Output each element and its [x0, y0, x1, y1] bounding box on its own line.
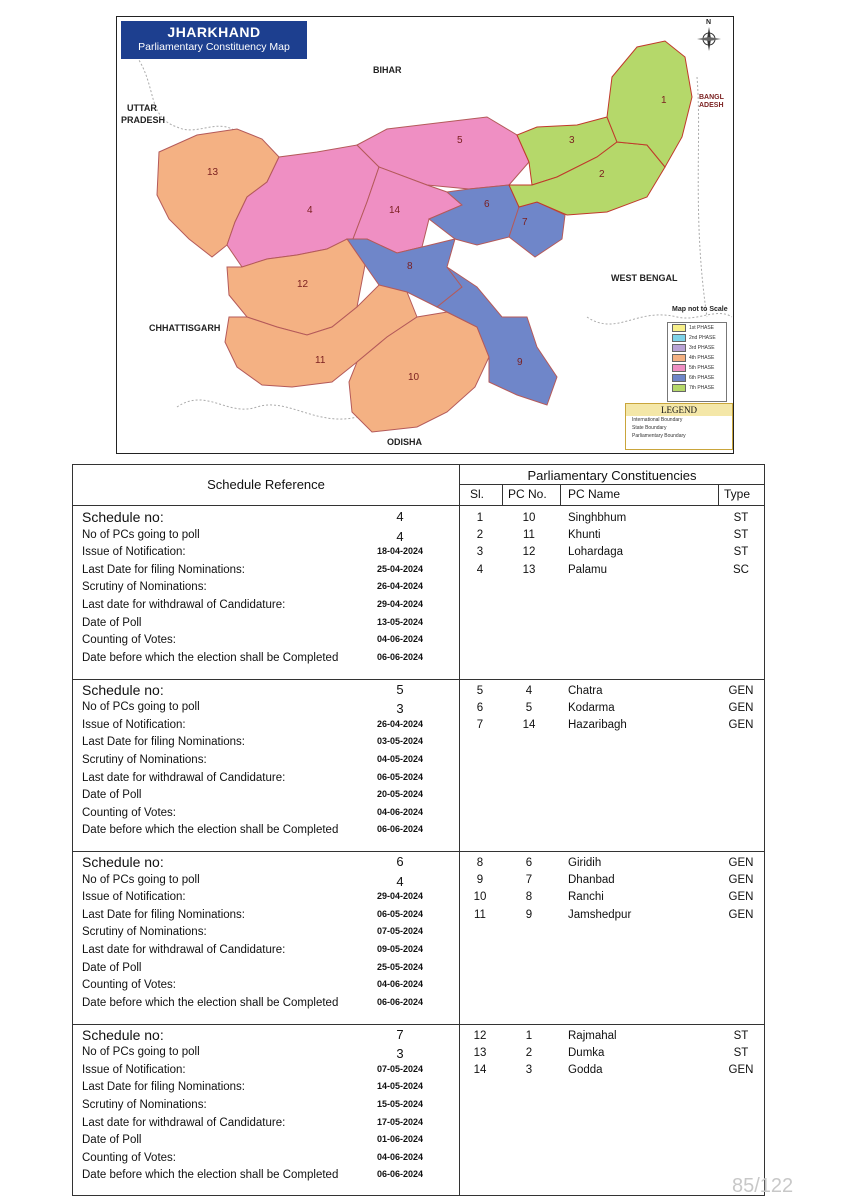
constituency-pc-no: 6 [525, 857, 533, 869]
constituency-sl: 11 [474, 908, 486, 921]
schedule-row-value: 4 [396, 528, 404, 544]
phase-swatch [672, 374, 686, 382]
schedule-row [73, 1046, 459, 1064]
schedule-row [73, 1169, 459, 1187]
constituency-pc-name: Chatra [568, 684, 603, 697]
phase-swatch [672, 364, 686, 372]
constituency-sl: 6 [476, 701, 484, 714]
constituency-type: ST [733, 546, 749, 559]
schedule-row [73, 1134, 459, 1152]
schedule-row [73, 581, 459, 599]
schedule-row [73, 599, 459, 617]
schedule-row-value: 17-05-2024 [376, 1116, 424, 1127]
schedule-row-label: Date before which the election shall be Completed [82, 651, 339, 664]
table-header [73, 465, 764, 506]
schedule-row-value: 01-06-2024 [376, 1134, 424, 1145]
schedule-row-label: Last Date for filing Nominations: [82, 736, 245, 749]
schedule-row-value: 04-06-2024 [376, 634, 424, 645]
schedule-row-label: Date before which the election shall be Completed [82, 996, 339, 1009]
phase-swatch [672, 324, 686, 332]
schedule-row-value: 04-06-2024 [376, 1151, 424, 1162]
constituency-sl: 12 [473, 1029, 487, 1042]
schedule-row-label: Issue of Notification: [82, 546, 186, 559]
schedule-row-value: 09-05-2024 [376, 944, 424, 954]
constituency-pc-name: Ranchi [568, 891, 604, 904]
map-drawing [117, 17, 733, 453]
label-west-bengal: WEST BENGAL [611, 273, 678, 283]
header-divider [502, 484, 503, 505]
schedule-row-label: Date before which the election shall be Completed [82, 1169, 339, 1182]
schedule-row-label: Schedule no: [82, 509, 164, 525]
schedule-row-label: Counting of Votes: [82, 806, 176, 819]
header-divider [718, 484, 719, 505]
constituency-pc-no: 7 [525, 874, 533, 887]
label-bihar: BIHAR [373, 65, 402, 75]
schedule-row-label: Counting of Votes: [82, 1151, 176, 1164]
constituency-row [459, 685, 764, 702]
constituency-sl: 8 [476, 857, 484, 869]
schedule-row-label: Issue of Notification: [82, 891, 186, 904]
schedule-row-value: 20-05-2024 [376, 789, 424, 800]
header-parliamentary-constituencies: Parliamentary Constituencies [527, 468, 697, 483]
odisha-boundary-line [177, 400, 357, 419]
constituency-sl: 5 [476, 684, 484, 697]
constituency-type: ST [733, 1029, 749, 1042]
schedule-row-label: Issue of Notification: [82, 1063, 186, 1076]
phase-swatch [672, 384, 686, 392]
schedule-row-value: 25-05-2024 [376, 961, 424, 972]
constituency-map [116, 16, 734, 454]
constituency-pc-no: 10 [522, 512, 536, 524]
constituency-sl: 7 [476, 718, 484, 731]
schedule-row-value: 06-05-2024 [376, 771, 424, 782]
constituency-pc-no: 1 [525, 1029, 533, 1042]
phase-label: 4th PHASE [689, 355, 715, 361]
schedule-row-label: No of PCs going to poll [82, 1046, 200, 1059]
schedule-row-value: 3 [396, 701, 404, 717]
map-subtitle: Parliamentary Constituency Map [138, 41, 290, 53]
schedule-row [73, 682, 459, 700]
schedule-row-label: Counting of Votes: [82, 979, 176, 992]
schedule-row [73, 962, 459, 980]
schedule-row-label: No of PCs going to poll [82, 873, 200, 886]
schedule-row [73, 1081, 459, 1099]
schedule-table [72, 464, 765, 1196]
pc-number-8: 8 [407, 261, 413, 272]
phase-label: 3rd PHASE [689, 345, 715, 351]
map-legend [625, 403, 733, 450]
constituency-type: GEN [728, 874, 754, 887]
schedule-row-label: Last Date for filing Nominations: [82, 1081, 245, 1094]
schedule-row-value: 15-05-2024 [376, 1098, 424, 1109]
schedule-row-label: Date of Poll [82, 616, 142, 629]
schedule-row-value: 07-05-2024 [376, 926, 424, 937]
constituency-pc-name: Rajmahal [568, 1029, 617, 1042]
phase-key-row [668, 373, 726, 383]
schedule-row [73, 754, 459, 772]
constituency-type: GEN [728, 718, 754, 731]
schedule-row [73, 1027, 459, 1045]
constituency-row [459, 512, 764, 529]
schedule-row [73, 874, 459, 892]
pc-number-5: 5 [457, 135, 463, 146]
header-divider [560, 484, 561, 505]
compass-north-label: N [706, 19, 712, 26]
schedule-row [73, 652, 459, 670]
constituency-sl: 3 [476, 546, 484, 559]
phase-key-row [668, 363, 726, 373]
schedule-row [73, 944, 459, 962]
constituency-row [459, 874, 764, 891]
schedule-row [73, 719, 459, 737]
phase-swatch [672, 354, 686, 362]
constituency-pc-name: Hazaribagh [568, 718, 627, 731]
label-bangl: BANGL [699, 94, 724, 101]
schedule-row-label: Schedule no: [82, 681, 164, 698]
pc-number-12: 12 [297, 279, 309, 290]
constituency-type: ST [733, 512, 749, 524]
schedule-row-label: Scrutiny of Nominations: [82, 753, 207, 766]
schedule-row-label: Last Date for filing Nominations: [82, 563, 245, 576]
phase-key-row [668, 323, 726, 333]
schedule-row-label: Last date for withdrawal of Candidature: [82, 599, 286, 611]
schedule-row-value: 04-06-2024 [376, 979, 424, 990]
phase-key [667, 322, 727, 402]
schedule-block [73, 1024, 764, 1197]
constituency-type: ST [733, 529, 749, 542]
schedule-row-value: 5 [396, 681, 404, 697]
schedule-row [73, 1064, 459, 1082]
schedule-row-label: Counting of Votes: [82, 634, 176, 647]
schedule-row [73, 617, 459, 635]
schedule-row-value: 7 [396, 1026, 404, 1042]
constituency-pc-no: 2 [525, 1046, 533, 1059]
schedule-row-value: 26-04-2024 [376, 718, 424, 729]
constituency-pc-name: Lohardaga [568, 546, 623, 559]
schedule-row-value: 25-04-2024 [376, 563, 424, 574]
constituency-row [459, 564, 764, 581]
map-title: JHARKHAND [167, 24, 261, 40]
bd-boundary-line [697, 77, 707, 317]
schedule-row-label: Date before which the election shall be Completed [82, 824, 339, 837]
schedule-row-label: Last date for withdrawal of Candidature: [82, 944, 286, 956]
constituency-row [459, 909, 764, 926]
schedule-block [73, 679, 764, 853]
schedule-row-value: 4 [396, 509, 404, 524]
phase-key-row [668, 343, 726, 353]
schedule-row-value: 18-04-2024 [376, 546, 424, 557]
schedule-row-value: 3 [396, 1046, 404, 1062]
constituency-type: GEN [728, 701, 754, 714]
constituency-row [459, 719, 764, 736]
constituency-pc-name: Palamu [568, 563, 607, 576]
constituency-type: SC [733, 563, 749, 576]
constituency-sl: 14 [473, 1063, 487, 1076]
constituency-row [459, 702, 764, 719]
pc-number-10: 10 [408, 372, 420, 383]
constituency-row [459, 1030, 764, 1047]
constituency-type: GEN [728, 857, 754, 869]
phase-key-row [668, 383, 726, 393]
page-number: 85/122 [732, 1175, 794, 1197]
schedule-row-label: Last Date for filing Nominations: [82, 908, 245, 921]
schedule-row-value: 06-06-2024 [376, 824, 424, 835]
schedule-row-label: No of PCs going to poll [82, 528, 200, 541]
schedule-row [73, 509, 459, 527]
schedule-row-label: Date of Poll [82, 961, 142, 974]
schedule-row [73, 854, 459, 872]
schedule-row [73, 891, 459, 909]
legend-title: LEGEND [626, 404, 732, 416]
schedule-row-value: 06-06-2024 [376, 996, 424, 1007]
constituency-type: ST [733, 1046, 749, 1059]
schedule-row-value: 06-05-2024 [376, 908, 424, 919]
pc-number-1: 1 [661, 95, 667, 106]
map-scale-note: Map not to Scale [672, 306, 728, 313]
schedule-row [73, 736, 459, 754]
constituency-type: GEN [728, 908, 754, 921]
schedule-row-value: 07-05-2024 [376, 1063, 424, 1074]
phase-label: 2nd PHASE [689, 335, 716, 341]
constituency-row [459, 529, 764, 546]
constituency-row [459, 1047, 764, 1064]
schedule-row-value: 4 [396, 873, 404, 889]
schedule-row-value: 29-04-2024 [376, 891, 424, 902]
header-pc-no: PC No. [508, 487, 547, 501]
compass-icon [693, 19, 725, 55]
schedule-row-value: 13-05-2024 [376, 616, 424, 627]
constituency-pc-name: Jamshedpur [568, 908, 632, 921]
header-schedule-reference-cell [73, 465, 460, 505]
constituency-type: GEN [728, 1063, 754, 1076]
constituency-pc-name: Godda [568, 1063, 603, 1076]
schedule-row [73, 1117, 459, 1135]
pc-number-4: 4 [307, 205, 313, 216]
constituency-pc-name: Dumka [568, 1046, 605, 1059]
schedule-block [73, 506, 764, 680]
constituency-sl: 9 [476, 874, 484, 887]
constituency-pc-no: 12 [522, 546, 536, 559]
schedule-row-value: 29-04-2024 [376, 599, 424, 609]
constituency-row [459, 546, 764, 563]
pc-number-3: 3 [569, 135, 575, 146]
legend-item: International Boundary [632, 417, 683, 423]
schedule-row-label: Date of Poll [82, 1134, 142, 1147]
schedule-row-label: No of PCs going to poll [82, 701, 200, 714]
label-adesh: ADESH [699, 102, 724, 109]
constituency-pc-name: Kodarma [568, 701, 615, 714]
constituency-pc-name: Dhanbad [568, 874, 615, 887]
phase-label: 1st PHASE [689, 325, 715, 331]
schedule-row-value: 06-06-2024 [376, 1169, 424, 1180]
phase-swatch [672, 334, 686, 342]
label-pradesh: PRADESH [121, 115, 166, 125]
schedule-row-value: 6 [396, 854, 404, 869]
schedule-row [73, 546, 459, 564]
schedule-row-label: Last date for withdrawal of Candidature: [82, 1116, 286, 1129]
phase-key-row [668, 353, 726, 363]
schedule-row-label: Scrutiny of Nominations: [82, 1098, 207, 1111]
phase-label: 6th PHASE [689, 375, 715, 381]
constituency-pc-no: 4 [525, 684, 533, 697]
constituency-pc-name: Khunti [568, 529, 601, 542]
constituency-pc-no: 9 [525, 908, 533, 921]
schedule-row-label: Issue of Notification: [82, 718, 186, 731]
schedule-row [73, 701, 459, 719]
constituency-pc-no: 11 [523, 529, 535, 542]
constituency-pc-name: Giridih [568, 857, 602, 869]
legend-item: State Boundary [632, 425, 667, 431]
schedule-row-label: Scrutiny of Nominations: [82, 581, 207, 594]
pc-number-11: 11 [315, 355, 326, 366]
constituency-sl: 1 [476, 512, 484, 524]
schedule-row [73, 926, 459, 944]
schedule-row-value: 26-04-2024 [376, 581, 424, 592]
pc-number-7: 7 [522, 217, 528, 228]
phase-key-row [668, 333, 726, 343]
constituency-row [459, 857, 764, 874]
map-title-box [121, 21, 307, 59]
pc-number-2: 2 [599, 169, 605, 180]
header-type: Type [724, 487, 751, 501]
schedule-row-value: 03-05-2024 [376, 736, 424, 747]
constituency-row [459, 891, 764, 908]
schedule-row [73, 807, 459, 825]
schedule-row [73, 824, 459, 842]
constituency-sl: 4 [476, 563, 484, 576]
header-schedule-reference: Schedule Reference [207, 477, 325, 492]
label-chhattisgarh: CHHATTISGARH [149, 323, 221, 333]
schedule-row [73, 997, 459, 1015]
schedule-row-label: Date of Poll [82, 789, 142, 802]
constituency-row [459, 1064, 764, 1081]
constituency-pc-no: 14 [522, 718, 536, 731]
phase-label: 7th PHASE [689, 385, 715, 391]
schedule-row [73, 529, 459, 547]
schedule-row-value: 06-06-2024 [376, 651, 424, 662]
constituency-sl: 10 [473, 891, 487, 904]
header-sl: Sl. [470, 487, 485, 501]
pc-number-9: 9 [517, 357, 523, 368]
schedule-row [73, 634, 459, 652]
constituency-pc-name: Singhbhum [568, 512, 627, 524]
pc-number-13: 13 [207, 167, 219, 178]
schedule-row [73, 979, 459, 997]
phase-swatch [672, 344, 686, 352]
header-pc-name: PC Name [568, 487, 621, 501]
constituency-sl: 2 [476, 529, 484, 542]
schedule-row [73, 1099, 459, 1117]
pc-number-14: 14 [389, 205, 401, 216]
schedule-row [73, 909, 459, 927]
schedule-row [73, 564, 459, 582]
pc-number-6: 6 [484, 199, 490, 210]
schedule-row-value: 14-05-2024 [376, 1081, 424, 1092]
label-uttar: UTTAR [127, 103, 157, 113]
schedule-row-value: 04-05-2024 [376, 753, 424, 764]
schedule-row-label: Schedule no: [82, 854, 164, 870]
label-odisha: ODISHA [387, 437, 423, 447]
constituency-type: GEN [728, 891, 754, 904]
constituency-pc-no: 3 [525, 1063, 533, 1076]
schedule-row-value: 04-06-2024 [376, 806, 424, 817]
phase-label: 5th PHASE [689, 365, 715, 371]
schedule-row-label: Scrutiny of Nominations: [82, 926, 207, 939]
constituency-type: GEN [728, 684, 754, 697]
constituency-pc-no: 8 [525, 891, 533, 904]
schedule-row-label: Last date for withdrawal of Candidature: [82, 771, 286, 784]
legend-item: Parliamentary Boundary [632, 433, 686, 439]
schedule-row [73, 789, 459, 807]
constituency-pc-no: 5 [525, 701, 533, 714]
constituency-sl: 13 [473, 1046, 487, 1059]
schedule-block [73, 851, 764, 1025]
schedule-row [73, 772, 459, 790]
schedule-row-label: Schedule no: [82, 1026, 164, 1043]
schedule-row [73, 1152, 459, 1170]
constituency-pc-no: 13 [522, 563, 536, 576]
